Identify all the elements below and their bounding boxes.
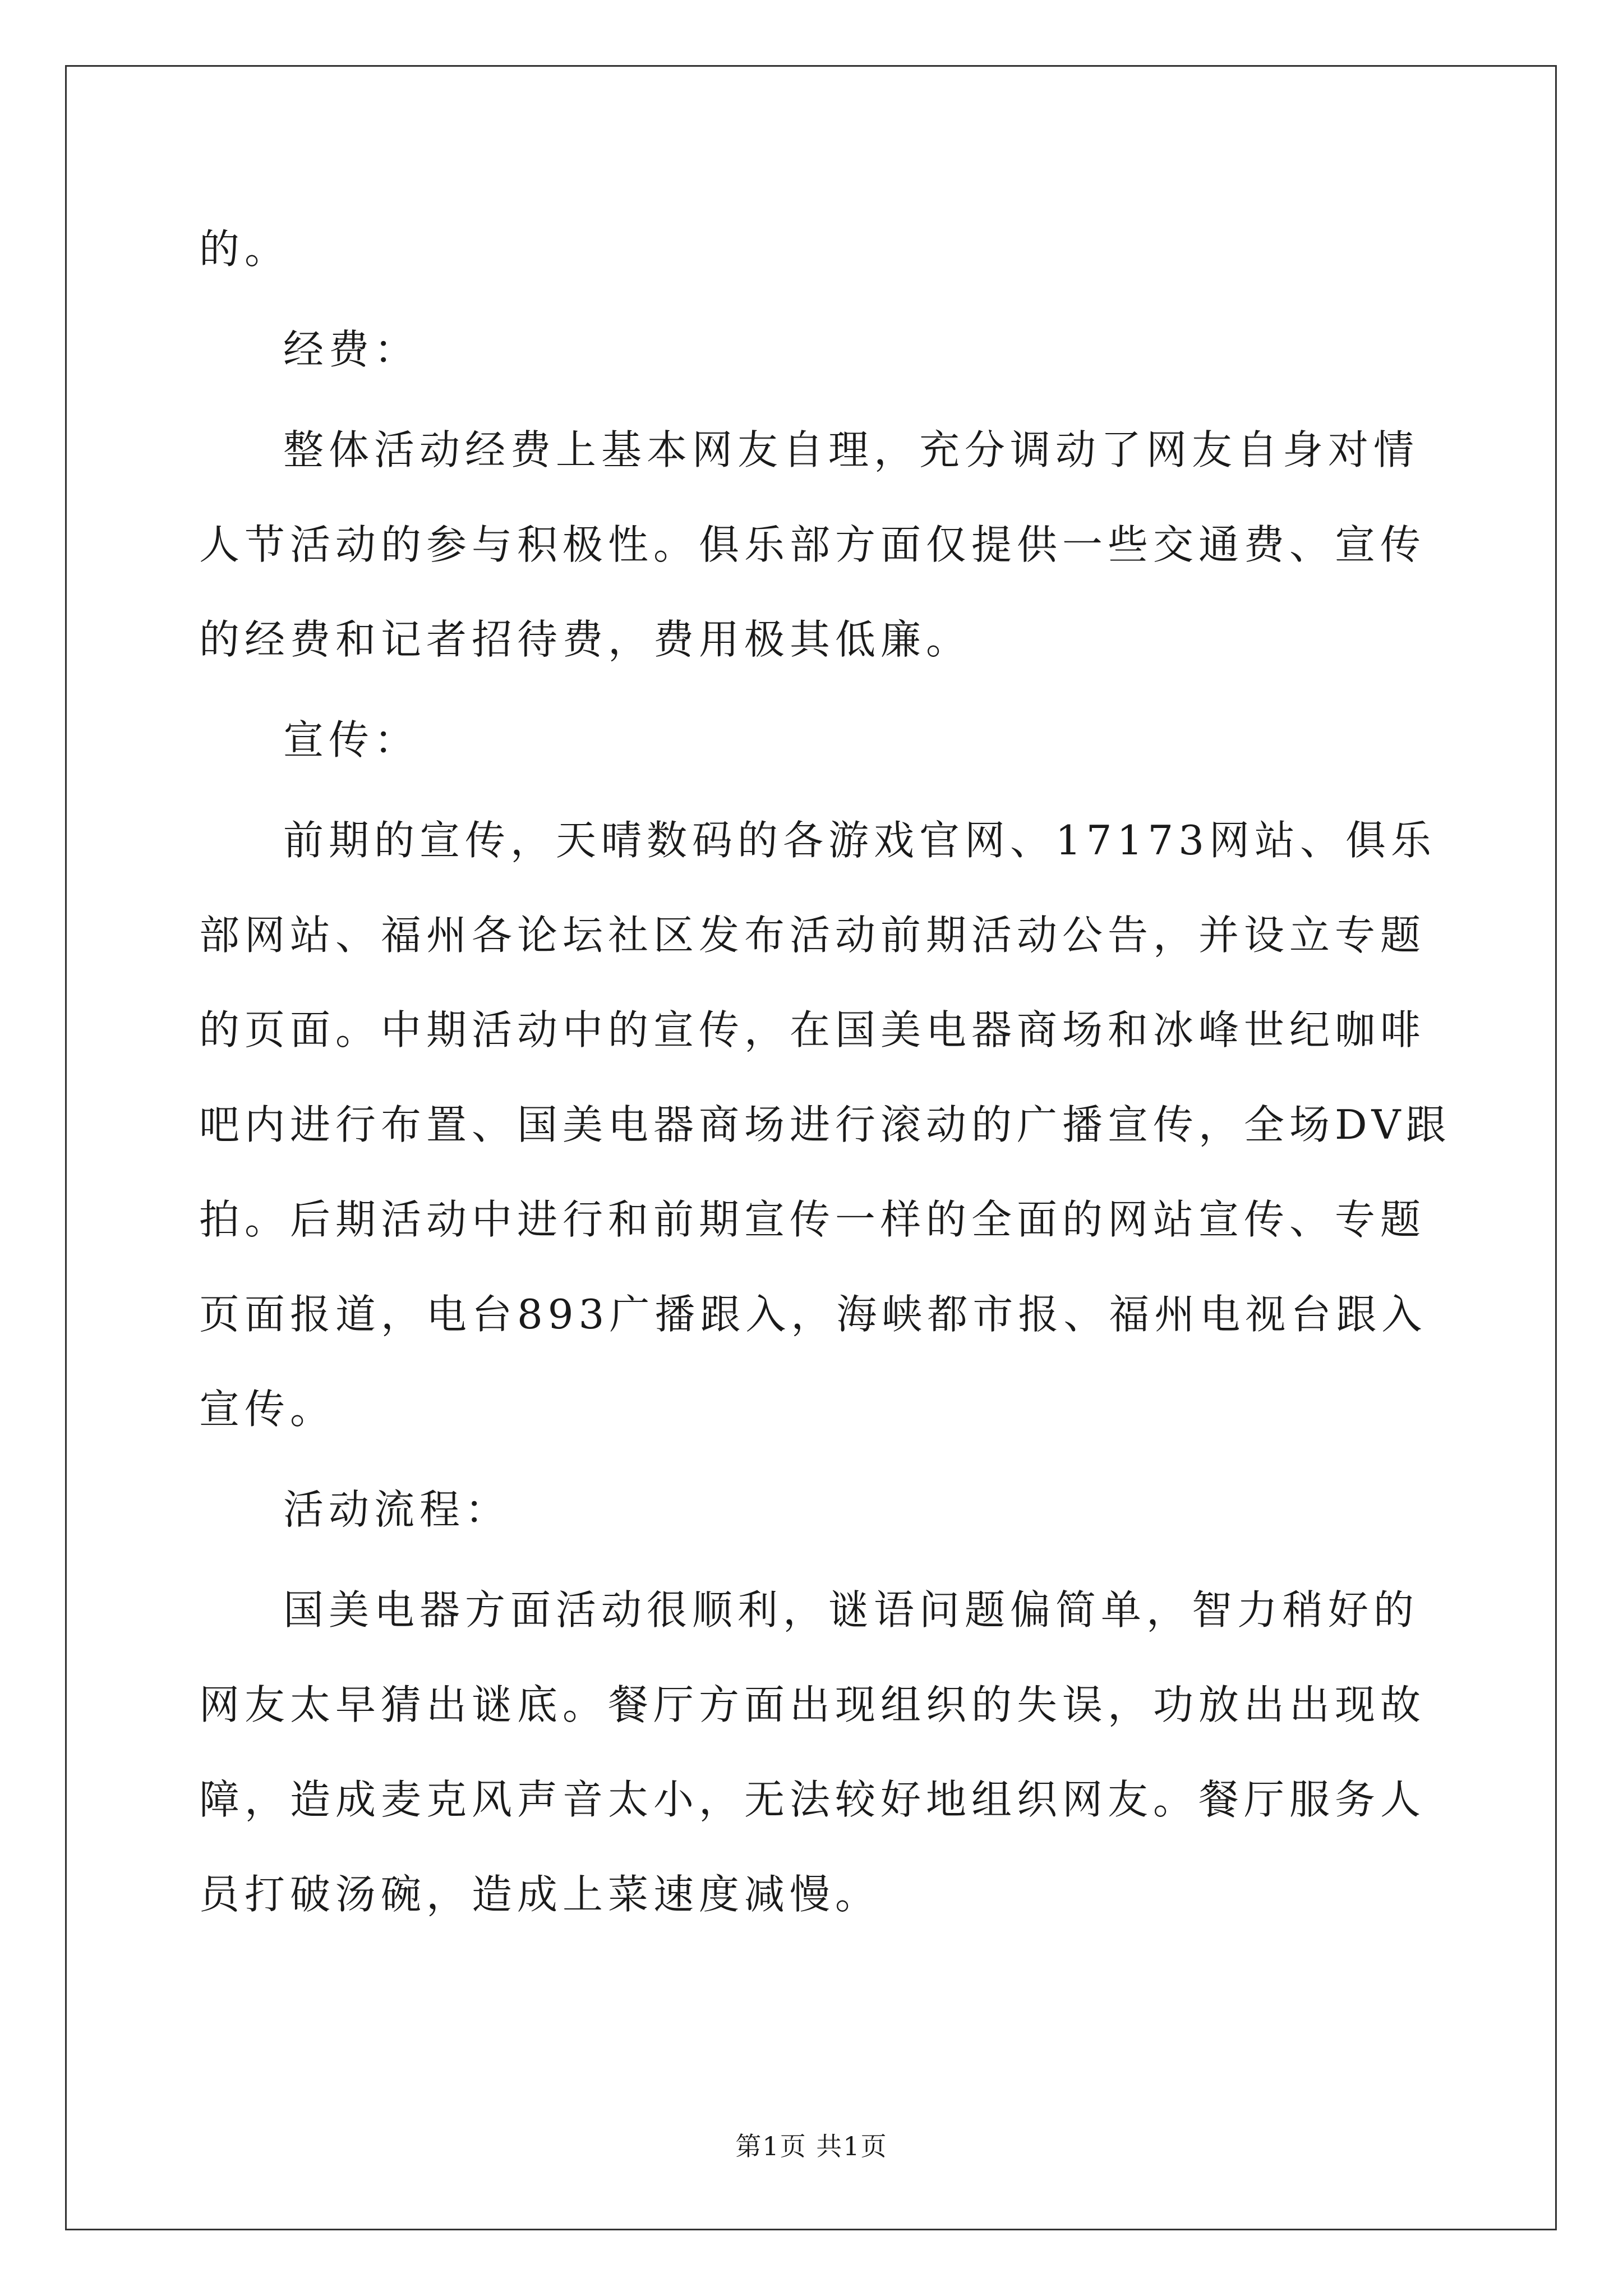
page-footer: 第1页 共1页 [735, 2131, 888, 2161]
paragraph-funding: 整体活动经费上基本网友自理，充分调动了网友自身对情人节活动的参与积极性。俱乐部方面仅提供一些交通费、宣传的经费和记者招待费，费用极其低廉。 [199, 426, 1426, 663]
document-body [199, 202, 1461, 1942]
heading-funding: 经费： [283, 326, 420, 373]
paragraph-continuation: 的。 [199, 226, 291, 273]
heading-publicity: 宣传： [283, 716, 420, 763]
paragraph-activity-process: 国美电器方面活动很顺利，谜语问题偏简单，智力稍好的网友太早猜出谜底。餐厅方面出现组织的失误，功放出出现故障，造成麦克风声音太小，无法较好地组织网友。餐厅服务人员打破汤碗，造成上菜速度减慢。 [199, 1586, 1426, 1918]
paragraph-publicity: 前期的宣传，天晴数码的各游戏官网、17173网站、俱乐部网站、福州各论坛社区发布活动前期活动公告，并设立专题的页面。中期活动中的宣传，在国美电器商场和冰峰世纪咖啡吧内进行布置、国美电器商场进行滚动的广播宣传，全场DV跟拍。后期活动中进行和前期宣传一样的全面的网站宣传、专题页面报道，电台893广播跟入，海峡都市报、福州电视台跟入宣传。 [199, 817, 1451, 1433]
heading-activity-process: 活动流程： [283, 1486, 511, 1533]
